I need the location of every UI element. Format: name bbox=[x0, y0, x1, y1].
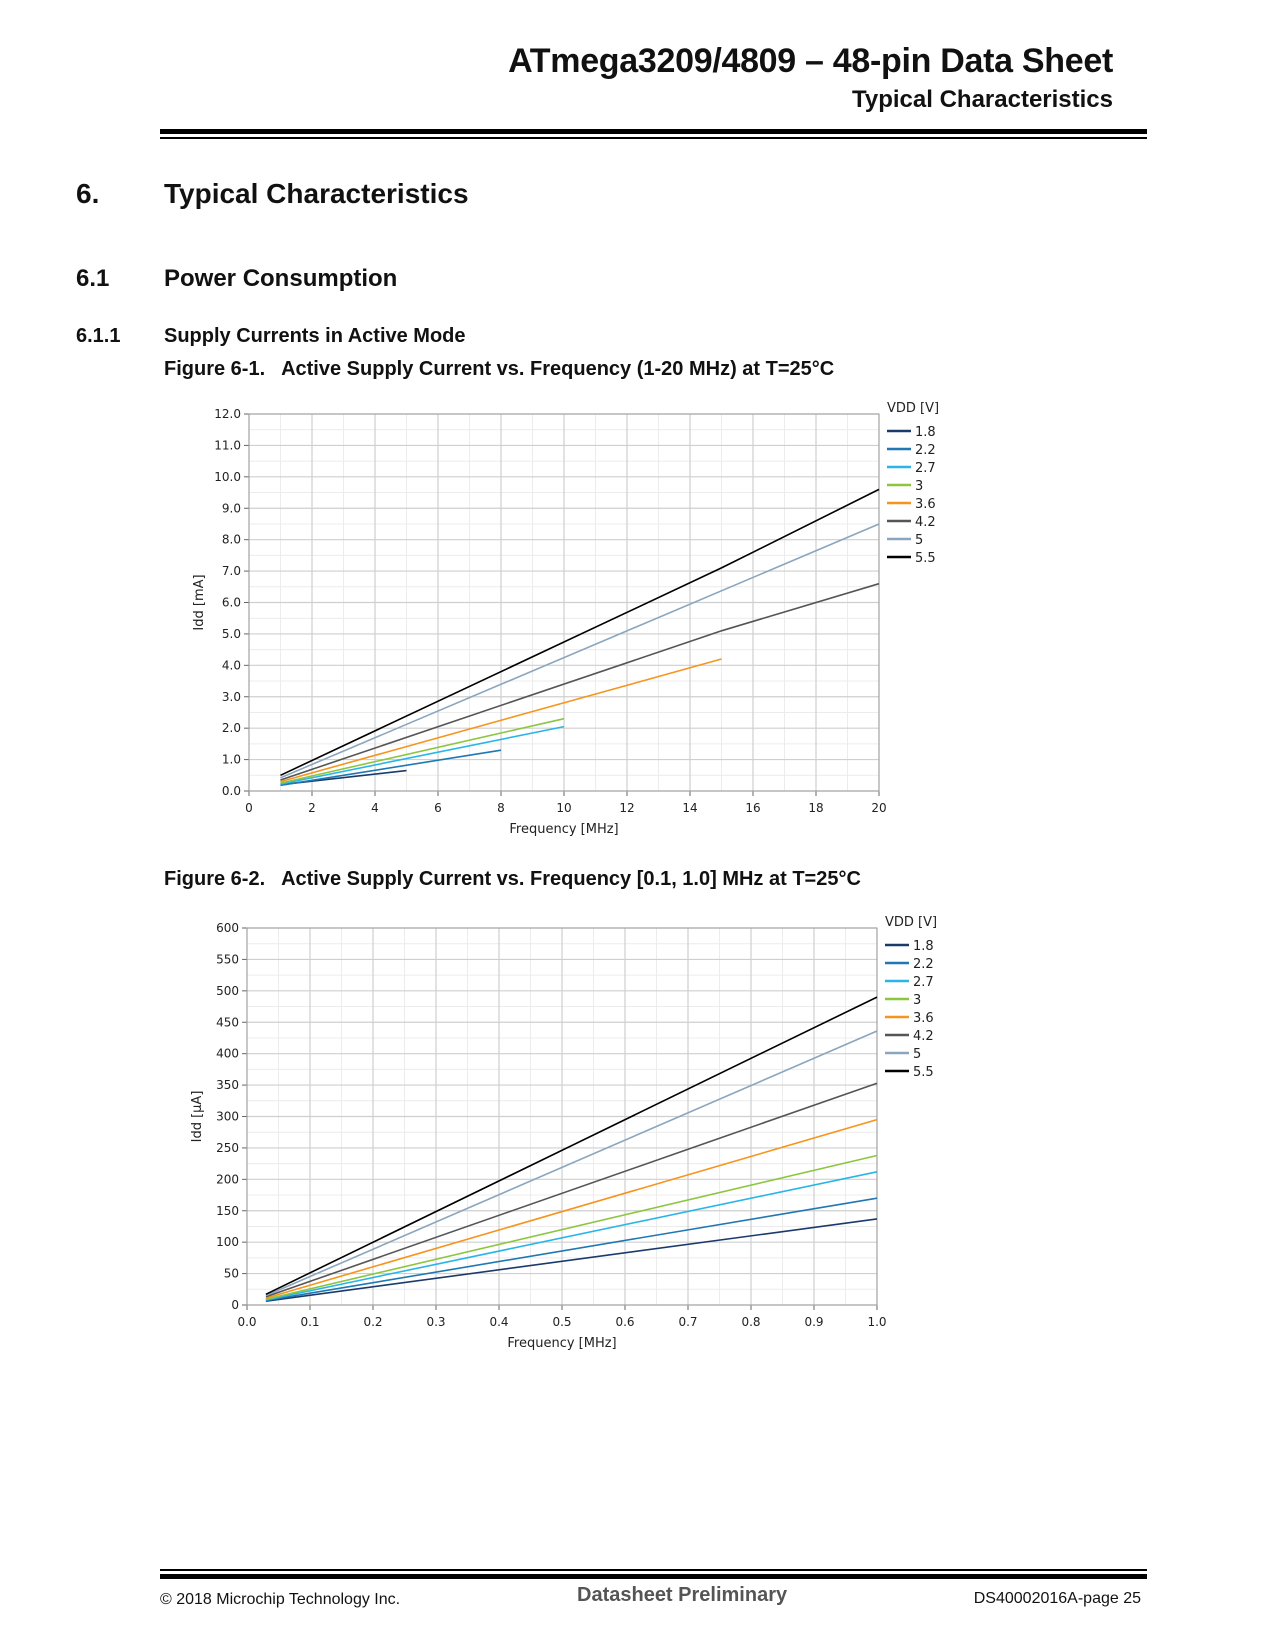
y-tick-label: 400 bbox=[216, 1046, 239, 1061]
y-tick-label: 0 bbox=[231, 1298, 239, 1312]
figure-6-2-caption bbox=[164, 868, 861, 891]
legend-title: VDD [V] bbox=[887, 401, 940, 416]
legend-label: 2.2 bbox=[913, 957, 934, 972]
y-tick-label: 100 bbox=[216, 1235, 239, 1250]
figure-title: Active Supply Current vs. Frequency [0.1, 1.0] MHz at T=25°C bbox=[281, 868, 861, 890]
y-tick-label: 550 bbox=[216, 952, 239, 967]
y-tick-label: 300 bbox=[216, 1109, 239, 1124]
legend-label: 5.5 bbox=[913, 1065, 934, 1080]
x-tick-label: 12 bbox=[619, 801, 635, 815]
x-tick-label: 0.0 bbox=[237, 1315, 257, 1329]
legend-label: 2.7 bbox=[915, 461, 936, 476]
figure-title: Active Supply Current vs. Frequency (1-20 MHz) at T=25°C bbox=[281, 358, 835, 380]
chart-active-current-1-20mhz bbox=[0, 390, 1275, 850]
x-tick-label: 0.3 bbox=[426, 1315, 446, 1329]
legend-label: 5 bbox=[913, 1047, 922, 1062]
y-tick-label: 11.0 bbox=[214, 438, 241, 453]
x-axis-label: Frequency [MHz] bbox=[509, 822, 619, 837]
y-tick-label: 150 bbox=[216, 1203, 239, 1218]
footer-copyright: © 2018 Microchip Technology Inc. bbox=[160, 1591, 401, 1608]
chart-active-current-0-1-1mhz bbox=[0, 900, 1275, 1360]
y-tick-label: 12.0 bbox=[214, 407, 241, 421]
section-number: 6. bbox=[76, 178, 100, 209]
x-tick-label: 0.9 bbox=[804, 1315, 824, 1329]
y-tick-label: 10.0 bbox=[214, 469, 241, 484]
footer-rule-thick bbox=[160, 1574, 1147, 1579]
x-tick-label: 0.2 bbox=[363, 1315, 383, 1329]
footer-rule-thin bbox=[160, 1569, 1147, 1571]
legend-label: 3.6 bbox=[913, 1011, 934, 1026]
x-tick-label: 4 bbox=[371, 801, 379, 815]
x-tick-label: 2 bbox=[308, 801, 316, 815]
x-tick-label: 0.4 bbox=[489, 1315, 509, 1329]
series-line-5.5 bbox=[281, 489, 880, 775]
y-tick-label: 200 bbox=[216, 1172, 239, 1187]
y-tick-label: 4.0 bbox=[221, 658, 241, 673]
figure-number: Figure 6-1. bbox=[164, 358, 266, 380]
series-line-3 bbox=[266, 1156, 877, 1300]
header-rule-thin bbox=[160, 137, 1147, 139]
x-tick-label: 8 bbox=[497, 801, 505, 815]
x-tick-label: 6 bbox=[434, 801, 442, 815]
legend-label: 1.8 bbox=[915, 425, 936, 440]
x-tick-label: 1.0 bbox=[867, 1315, 887, 1329]
header-rule-thick bbox=[160, 129, 1147, 134]
section-title: Power Consumption bbox=[164, 265, 398, 292]
y-tick-label: 600 bbox=[216, 921, 239, 935]
section-title: Supply Currents in Active Mode bbox=[164, 325, 466, 347]
legend-label: 4.2 bbox=[915, 515, 936, 530]
legend-label: 3 bbox=[913, 993, 922, 1008]
y-tick-label: 250 bbox=[216, 1140, 239, 1155]
x-tick-label: 0.7 bbox=[678, 1315, 698, 1329]
x-tick-label: 18 bbox=[808, 801, 824, 815]
document-subtitle: Typical Characteristics bbox=[851, 86, 1113, 113]
x-axis-label: Frequency [MHz] bbox=[507, 1336, 617, 1351]
y-axis-label: Idd [mA] bbox=[192, 574, 207, 631]
x-tick-label: 0.6 bbox=[615, 1315, 635, 1329]
section-number: 6.1.1 bbox=[76, 325, 121, 347]
legend-label: 5 bbox=[915, 533, 924, 548]
legend-label: 2.7 bbox=[913, 975, 934, 990]
series-line-4.2 bbox=[266, 1083, 877, 1297]
x-tick-label: 20 bbox=[871, 801, 887, 815]
legend-label: 3 bbox=[915, 479, 924, 494]
y-tick-label: 6.0 bbox=[221, 595, 241, 610]
y-tick-label: 9.0 bbox=[221, 501, 241, 516]
footer-doc-id: DS40002016A-page 25 bbox=[973, 1590, 1141, 1607]
legend-label: 4.2 bbox=[913, 1029, 934, 1044]
series-line-4.2 bbox=[281, 584, 880, 780]
document-title: ATmega3209/4809 – 48-pin Data Sheet bbox=[508, 42, 1113, 80]
y-axis-label: Idd [µA] bbox=[190, 1090, 205, 1143]
series-line-2.7 bbox=[266, 1172, 877, 1300]
y-tick-label: 50 bbox=[223, 1266, 239, 1281]
x-tick-label: 10 bbox=[556, 801, 572, 815]
y-tick-label: 0.0 bbox=[221, 784, 241, 798]
section-title: Typical Characteristics bbox=[164, 178, 469, 209]
y-tick-label: 500 bbox=[216, 983, 239, 998]
legend-label: 5.5 bbox=[915, 551, 936, 566]
figure-number: Figure 6-2. bbox=[164, 868, 266, 890]
x-tick-label: 0.5 bbox=[552, 1315, 572, 1329]
figure-6-1-caption bbox=[164, 358, 834, 381]
legend-label: 3.6 bbox=[915, 497, 936, 512]
y-tick-label: 8.0 bbox=[221, 532, 241, 547]
legend-label: 1.8 bbox=[913, 939, 934, 954]
section-number: 6.1 bbox=[76, 265, 110, 292]
footer-status: Datasheet Preliminary bbox=[577, 1584, 788, 1606]
legend-label: 2.2 bbox=[915, 443, 936, 458]
x-tick-label: 0.8 bbox=[741, 1315, 761, 1329]
y-tick-label: 7.0 bbox=[221, 564, 241, 579]
y-tick-label: 3.0 bbox=[221, 689, 241, 704]
x-tick-label: 14 bbox=[682, 801, 698, 815]
series-line-5 bbox=[281, 524, 880, 778]
x-tick-label: 0.1 bbox=[300, 1315, 320, 1329]
series-line-2.2 bbox=[281, 750, 502, 785]
y-tick-label: 5.0 bbox=[221, 626, 241, 641]
y-tick-label: 450 bbox=[216, 1015, 239, 1030]
legend-title: VDD [V] bbox=[885, 915, 938, 930]
x-tick-label: 0 bbox=[245, 801, 253, 815]
y-tick-label: 2.0 bbox=[221, 721, 241, 736]
x-tick-label: 16 bbox=[745, 801, 761, 815]
y-tick-label: 1.0 bbox=[221, 752, 241, 767]
y-tick-label: 350 bbox=[216, 1078, 239, 1093]
